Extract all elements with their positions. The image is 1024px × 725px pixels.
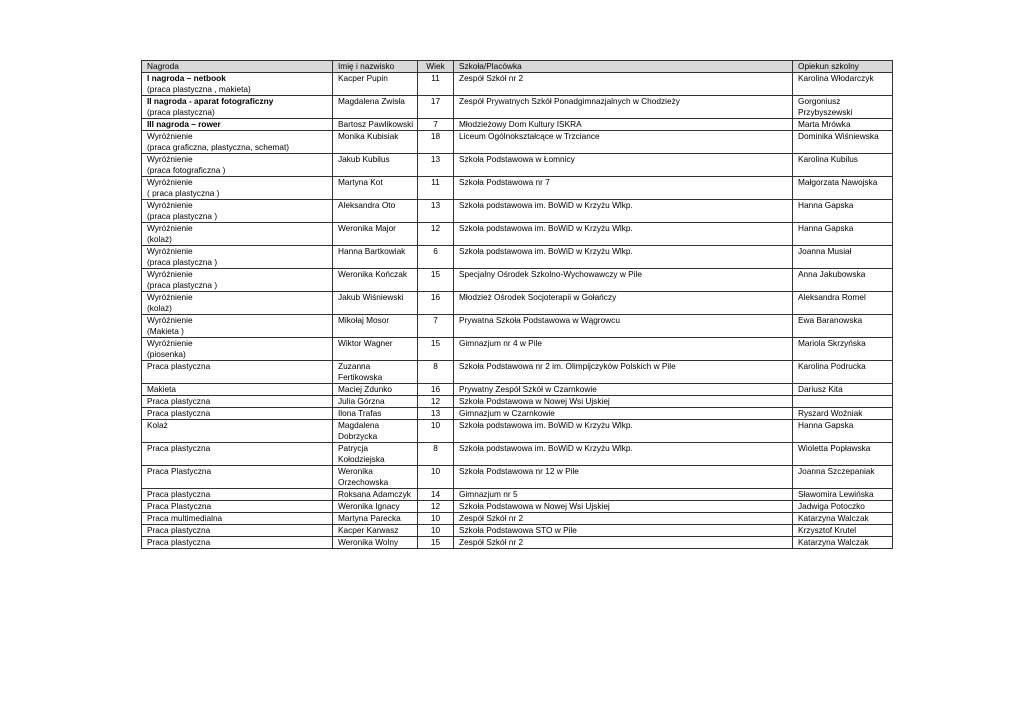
tutor-cell [793, 246, 893, 269]
awards-table [141, 60, 893, 549]
table-row [142, 396, 893, 408]
name-cell [333, 269, 418, 292]
award-label: Wyróżnienie [147, 177, 193, 187]
award-cell [142, 223, 333, 246]
school-cell: Liceum Ogólnokształcące w Trzciance [454, 131, 793, 154]
name-cell [333, 338, 418, 361]
award-label: Praca plastyczna [147, 537, 211, 547]
name-line-1: Martyna Kot [338, 177, 383, 187]
award-label: Makieta [147, 384, 177, 394]
name-cell [333, 501, 418, 513]
age-cell: 6 [418, 246, 454, 269]
tutor-line-1: Ryszard Woźniak [798, 408, 863, 418]
award-cell [142, 154, 333, 177]
name-line-2: Orzechowska [338, 477, 389, 487]
name-cell [333, 420, 418, 443]
award-cell [142, 361, 333, 384]
name-line-2: Kołodziejska [338, 454, 385, 464]
tutor-cell [793, 338, 893, 361]
tutor-cell [793, 154, 893, 177]
tutor-line-1: Gorgoniusz [798, 96, 841, 106]
award-label: III nagroda – rower [147, 119, 221, 129]
name-cell [333, 361, 418, 384]
school-cell: Szkoła Podstawowa w Łomnicy [454, 154, 793, 177]
name-line-1: Aleksandra Oto [338, 200, 396, 210]
award-cell [142, 501, 333, 513]
name-cell [333, 443, 418, 466]
tutor-line-1: Anna Jakubowska [798, 269, 866, 279]
age-cell: 7 [418, 119, 454, 131]
tutor-cell [793, 96, 893, 119]
award-label: Wyróżnienie [147, 223, 193, 233]
age-cell: 15 [418, 338, 454, 361]
name-line-1: Zuzanna [338, 361, 371, 371]
table-row [142, 408, 893, 420]
award-detail: (Makieta ) [147, 326, 184, 336]
name-line-1: Maciej Zdunko [338, 384, 392, 394]
award-cell [142, 269, 333, 292]
tutor-line-1: Mariola Skrzyńska [798, 338, 866, 348]
name-cell [333, 525, 418, 537]
school-cell: Szkoła podstawowa im. BoWiD w Krzyżu Wlkp. [454, 420, 793, 443]
name-line-1: Magdalena Zwisła [338, 96, 405, 106]
tutor-line-1: Wioletta Popławska [798, 443, 871, 453]
name-line-1: Roksana Adamczyk [338, 489, 411, 499]
tutor-line-1: Krzysztof Krutel [798, 525, 857, 535]
tutor-line-1: Jadwiga Potoczko [798, 501, 865, 511]
table-row [142, 443, 893, 466]
tutor-cell [793, 443, 893, 466]
award-label: Wyróżnienie [147, 315, 193, 325]
award-cell [142, 246, 333, 269]
name-line-1: Magdalena [338, 420, 380, 430]
award-cell [142, 131, 333, 154]
name-line-1: Julia Górzna [338, 396, 385, 406]
school-cell: Szkoła podstawowa im. BoWiD w Krzyżu Wlkp. [454, 223, 793, 246]
age-cell: 7 [418, 315, 454, 338]
age-cell: 16 [418, 384, 454, 396]
table-row [142, 292, 893, 315]
tutor-line-1: Karolina Włodarczyk [798, 73, 874, 83]
header-name: Imię i nazwisko [333, 61, 418, 73]
table-row [142, 501, 893, 513]
name-cell [333, 154, 418, 177]
tutor-line-2: Przybyszewski [798, 107, 853, 117]
school-cell: Szkoła podstawowa im. BoWiD w Krzyżu Wlkp. [454, 443, 793, 466]
school-cell: Szkoła Podstawowa w Nowej Wsi Ujskiej [454, 501, 793, 513]
award-detail: (praca plastyczna , makieta) [147, 84, 251, 94]
age-cell: 12 [418, 223, 454, 246]
award-label: Wyróżnienie [147, 269, 193, 279]
award-cell [142, 200, 333, 223]
table-row [142, 525, 893, 537]
table-row [142, 384, 893, 396]
school-cell: Specjalny Ośrodek Szkolno-Wychowawczy w Pile [454, 269, 793, 292]
tutor-line-1: Ewa Baranowska [798, 315, 863, 325]
header-school: Szkoła/Placówka [454, 61, 793, 73]
name-line-1: Mikołaj Mosor [338, 315, 390, 325]
award-detail: (kolaż) [147, 303, 172, 313]
award-label: Wyróżnienie [147, 200, 193, 210]
award-cell [142, 384, 333, 396]
award-label: II nagroda - aparat fotograficzny [147, 96, 274, 106]
tutor-line-1: Karolina Podrucka [798, 361, 866, 371]
header-award: Nagroda [142, 61, 333, 73]
table-row [142, 537, 893, 549]
table-row [142, 131, 893, 154]
school-cell: Gimnazjum nr 4 w Pile [454, 338, 793, 361]
tutor-cell [793, 200, 893, 223]
tutor-line-1: Joanna Musiał [798, 246, 852, 256]
name-line-1: Ilona Trafas [338, 408, 382, 418]
school-cell: Szkoła Podstawowa nr 7 [454, 177, 793, 200]
tutor-line-1: Katarzyna Walczak [798, 513, 869, 523]
table-row [142, 96, 893, 119]
table-row [142, 73, 893, 96]
age-cell: 15 [418, 537, 454, 549]
award-label: I nagroda – netbook [147, 73, 226, 83]
award-detail: (piosenka) [147, 349, 186, 359]
name-line-1: Hanna Bartkowiak [338, 246, 406, 256]
age-cell: 17 [418, 96, 454, 119]
award-label: Praca plastyczna [147, 489, 211, 499]
tutor-cell [793, 466, 893, 489]
age-cell: 8 [418, 361, 454, 384]
name-cell [333, 513, 418, 525]
award-detail: (praca fotograficzna ) [147, 165, 226, 175]
award-label: Praca Plastyczna [147, 501, 212, 511]
school-cell: Szkoła Podstawowa w Nowej Wsi Ujskiej [454, 396, 793, 408]
award-label: Wyróżnienie [147, 154, 193, 164]
name-line-1: Weronika [338, 466, 373, 476]
award-detail: (praca plastyczna ) [147, 280, 218, 290]
award-label: Praca plastyczna [147, 525, 211, 535]
name-cell [333, 246, 418, 269]
name-line-1: Patrycja [338, 443, 368, 453]
table-row [142, 223, 893, 246]
name-line-1: Kacper Pupin [338, 73, 388, 83]
award-label: Wyróżnienie [147, 292, 193, 302]
table-row [142, 361, 893, 384]
award-detail: (praca plastyczna) [147, 107, 215, 117]
tutor-cell [793, 269, 893, 292]
header-tutor: Opiekun szkolny [793, 61, 893, 73]
school-cell: Prywatna Szkoła Podstawowa w Wągrowcu [454, 315, 793, 338]
name-cell [333, 200, 418, 223]
name-cell [333, 292, 418, 315]
name-cell [333, 73, 418, 96]
school-cell: Szkoła podstawowa im. BoWiD w Krzyżu Wlkp. [454, 246, 793, 269]
name-cell [333, 177, 418, 200]
award-detail: (kolaż) [147, 234, 172, 244]
award-cell [142, 489, 333, 501]
tutor-cell [793, 361, 893, 384]
table-row [142, 338, 893, 361]
age-cell: 13 [418, 200, 454, 223]
award-cell [142, 338, 333, 361]
award-cell [142, 292, 333, 315]
age-cell: 11 [418, 73, 454, 96]
age-cell: 13 [418, 154, 454, 177]
tutor-line-1: Aleksandra Romel [798, 292, 866, 302]
award-cell [142, 177, 333, 200]
tutor-cell [793, 489, 893, 501]
tutor-line-1: Marta Mrówka [798, 119, 851, 129]
school-cell: Zespół Prywatnych Szkół Ponadgimnazjalnych w Chodzieży [454, 96, 793, 119]
school-cell: Gimnazjum w Czarnkowie [454, 408, 793, 420]
name-line-1: Weronika Wolny [338, 537, 399, 547]
name-line-1: Bartosz Pawlikowski [338, 119, 414, 129]
table-row [142, 246, 893, 269]
tutor-cell [793, 501, 893, 513]
school-cell: Zespół Szkół nr 2 [454, 537, 793, 549]
tutor-line-1: Karolina Kubilus [798, 154, 858, 164]
name-line-1: Jakub Kubilus [338, 154, 390, 164]
name-cell [333, 119, 418, 131]
school-cell: Zespół Szkół nr 2 [454, 73, 793, 96]
award-detail: (praca graficzna, plastyczna, schemat) [147, 142, 290, 152]
tutor-line-1: Małgorzata Nawojska [798, 177, 878, 187]
tutor-cell [793, 420, 893, 443]
award-detail: ( praca plastyczna ) [147, 188, 220, 198]
age-cell: 15 [418, 269, 454, 292]
age-cell: 18 [418, 131, 454, 154]
tutor-line-1: Hanna Gapska [798, 420, 854, 430]
tutor-cell [793, 408, 893, 420]
tutor-cell [793, 292, 893, 315]
name-line-1: Monika Kubisiak [338, 131, 399, 141]
tutor-line-1: Hanna Gapska [798, 223, 854, 233]
age-cell: 10 [418, 420, 454, 443]
award-label: Praca plastyczna [147, 443, 211, 453]
tutor-line-1: Dariusz Kita [798, 384, 843, 394]
table-row [142, 119, 893, 131]
award-cell [142, 525, 333, 537]
name-line-2: Dobrzycka [338, 431, 378, 441]
award-detail: (praca plastyczna ) [147, 211, 218, 221]
tutor-cell [793, 119, 893, 131]
award-cell [142, 315, 333, 338]
name-line-2: Fertikowska [338, 372, 383, 382]
header-row [142, 61, 893, 73]
age-cell: 10 [418, 513, 454, 525]
award-label: Wyróżnienie [147, 246, 193, 256]
tutor-line-1: Dominika Wiśniewska [798, 131, 879, 141]
tutor-cell [793, 537, 893, 549]
award-cell [142, 420, 333, 443]
name-cell [333, 315, 418, 338]
age-cell: 14 [418, 489, 454, 501]
name-line-1: Weronika Ignacy [338, 501, 400, 511]
name-cell [333, 96, 418, 119]
award-cell [142, 396, 333, 408]
name-cell [333, 223, 418, 246]
tutor-line-1: Sławomira Lewińska [798, 489, 874, 499]
name-cell [333, 131, 418, 154]
age-cell: 12 [418, 396, 454, 408]
name-cell [333, 466, 418, 489]
age-cell: 10 [418, 466, 454, 489]
school-cell: Szkoła podstawowa im. BoWiD w Krzyżu Wlkp. [454, 200, 793, 223]
tutor-line-1: Katarzyna Walczak [798, 537, 869, 547]
award-cell [142, 96, 333, 119]
age-cell: 12 [418, 501, 454, 513]
name-cell [333, 489, 418, 501]
tutor-cell [793, 525, 893, 537]
tutor-cell [793, 223, 893, 246]
award-cell [142, 408, 333, 420]
award-cell [142, 119, 333, 131]
award-label: Praca plastyczna [147, 396, 211, 406]
award-cell [142, 537, 333, 549]
name-cell [333, 384, 418, 396]
table-row [142, 177, 893, 200]
award-label: Praca plastyczna [147, 361, 211, 371]
award-detail: (praca plastyczna ) [147, 257, 218, 267]
tutor-cell [793, 396, 893, 408]
school-cell: Szkoła Podstawowa nr 2 im. Olimpijczyków Polskich w Pile [454, 361, 793, 384]
tutor-cell [793, 177, 893, 200]
school-cell: Gimnazjum nr 5 [454, 489, 793, 501]
table-row [142, 269, 893, 292]
age-cell: 13 [418, 408, 454, 420]
award-label: Praca Plastyczna [147, 466, 212, 476]
name-line-1: Weronika Kończak [338, 269, 408, 279]
name-line-1: Wiktor Wagner [338, 338, 393, 348]
school-cell: Szkoła Podstawowa STO w Pile [454, 525, 793, 537]
table-row [142, 466, 893, 489]
tutor-cell [793, 315, 893, 338]
name-line-1: Weronika Major [338, 223, 396, 233]
table-body [142, 73, 893, 549]
award-cell [142, 466, 333, 489]
table-row [142, 200, 893, 223]
award-label: Wyróżnienie [147, 131, 193, 141]
award-cell [142, 443, 333, 466]
award-label: Praca plastyczna [147, 408, 211, 418]
school-cell: Młodzież Ośrodek Socjoterapii w Gołańczy [454, 292, 793, 315]
age-cell: 11 [418, 177, 454, 200]
tutor-cell [793, 384, 893, 396]
tutor-line-1: Joanna Szczepaniak [798, 466, 875, 476]
name-line-1: Martyna Parecka [338, 513, 401, 523]
table-row [142, 489, 893, 501]
award-cell [142, 513, 333, 525]
tutor-cell [793, 73, 893, 96]
school-cell: Młodzieżowy Dom Kultury ISKRA [454, 119, 793, 131]
tutor-line-1: Hanna Gapska [798, 200, 854, 210]
tutor-cell [793, 513, 893, 525]
school-cell: Prywatny Zespół Szkół w Czarnkowie [454, 384, 793, 396]
age-cell: 8 [418, 443, 454, 466]
award-cell [142, 73, 333, 96]
award-label: Praca multimedialna [147, 513, 223, 523]
table-row [142, 420, 893, 443]
name-line-1: Jakub Wiśniewski [338, 292, 404, 302]
name-cell [333, 537, 418, 549]
age-cell: 10 [418, 525, 454, 537]
award-label: Kolaż [147, 420, 168, 430]
table-row [142, 154, 893, 177]
header-age: Wiek [418, 61, 454, 73]
age-cell: 16 [418, 292, 454, 315]
name-cell [333, 408, 418, 420]
school-cell: Szkoła Podstawowa nr 12 w Pile [454, 466, 793, 489]
award-label: Wyróżnienie [147, 338, 193, 348]
table-row [142, 315, 893, 338]
tutor-cell [793, 131, 893, 154]
name-cell [333, 396, 418, 408]
name-line-1: Kacper Karwasz [338, 525, 399, 535]
school-cell: Zespół Szkół nr 2 [454, 513, 793, 525]
table-row [142, 513, 893, 525]
